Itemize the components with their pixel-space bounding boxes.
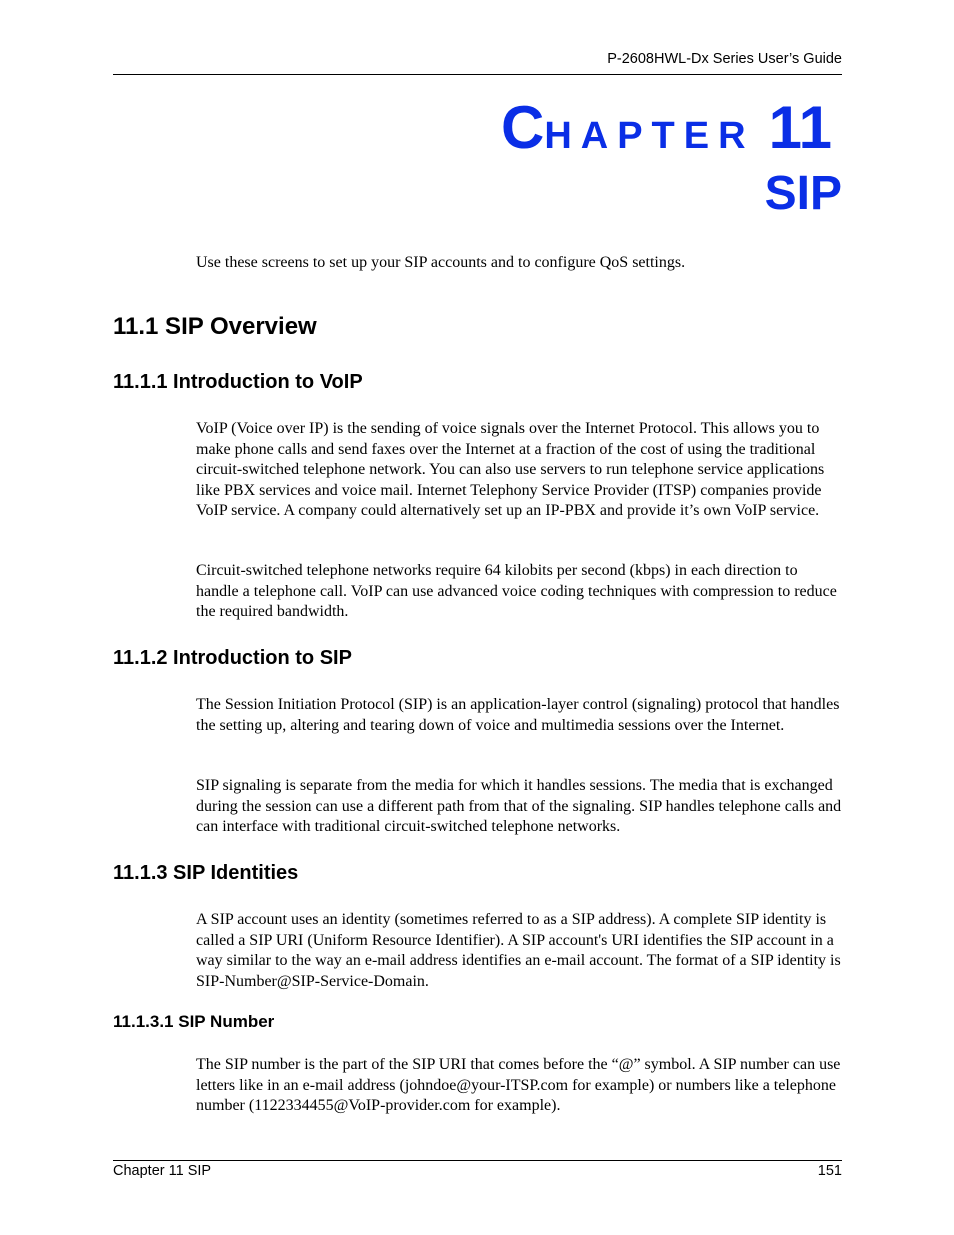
footer-chapter-ref: Chapter 11 SIP [113,1163,212,1179]
sip-intro-paragraph-2: SIP signaling is separate from the media for which it handles sessions. The media that is exchanged during the session can use a different path from that of the signaling. SIP handles telephone calls and can interface with traditional circuit-switched telephone networks. [196,777,842,835]
header-rule [113,74,842,75]
sip-number-paragraph: The SIP number is the part of the SIP URI that comes before the “@” symbol. A SIP number can use letters like in an e-mail address (johndoe@your-ITSP.com for example) or numbers like a telephone number (1122334455@VoIP-provider.com for example). [196,1056,841,1114]
chapter-number: 11 [768,94,832,161]
chapter-label-initial: C [500,94,545,161]
chapter-label [500,94,832,161]
intro-paragraph: Use these screens to set up your SIP accounts and to configure QoS settings. [196,254,686,271]
voip-paragraph-2: Circuit-switched telephone networks require 64 kilobits per second (kbps) in each direction to handle a telephone call. VoIP can use advanced voice coding techniques with compression to reduce the required bandwidth. [196,562,837,620]
running-header-title: P-2608HWL-Dx Series User’s Guide [607,51,842,67]
footer-rule [113,1160,842,1161]
chapter-label-rest: HAPTER [544,115,755,157]
section-heading-11-1: 11.1 SIP Overview [113,313,317,340]
sip-identities-paragraph: A SIP account uses an identity (sometimes referred to as a SIP address). A complete SIP identity is called a SIP URI (Uniform Resource Identifier). A SIP account's URI identifies the SIP account in a way similar to the way an e-mail address identifies an e-mail account. The format of a SIP identity is SIP-Number@SIP-Service-Domain. [196,911,841,990]
section-heading-11-1-2: 11.1.2 Introduction to SIP [113,647,352,669]
section-heading-11-1-3: 11.1.3 SIP Identities [113,862,299,884]
chapter-title: SIP [764,167,842,220]
section-heading-11-1-1: 11.1.1 Introduction to VoIP [113,371,363,393]
voip-paragraph-1: VoIP (Voice over IP) is the sending of voice signals over the Internet Protocol. This allows you to make phone calls and send faxes over the Internet at a fraction of the cost of using the traditional circuit-switched telephone network. You can also use servers to run telephone service applications like PBX services and voice mail. Internet Telephony Service Provider (ITSP) companies provide VoIP service. A company could alternatively set up an IP-PBX and provide it’s own VoIP service. [196,420,825,519]
footer-page-number: 151 [817,1163,842,1179]
section-heading-11-1-3-1: 11.1.3.1 SIP Number [113,1012,275,1031]
sip-intro-paragraph-1: The Session Initiation Protocol (SIP) is an application-layer control (signaling) protocol that handles the setting up, altering and tearing down of voice and multimedia sessions over the Internet. [196,696,840,734]
